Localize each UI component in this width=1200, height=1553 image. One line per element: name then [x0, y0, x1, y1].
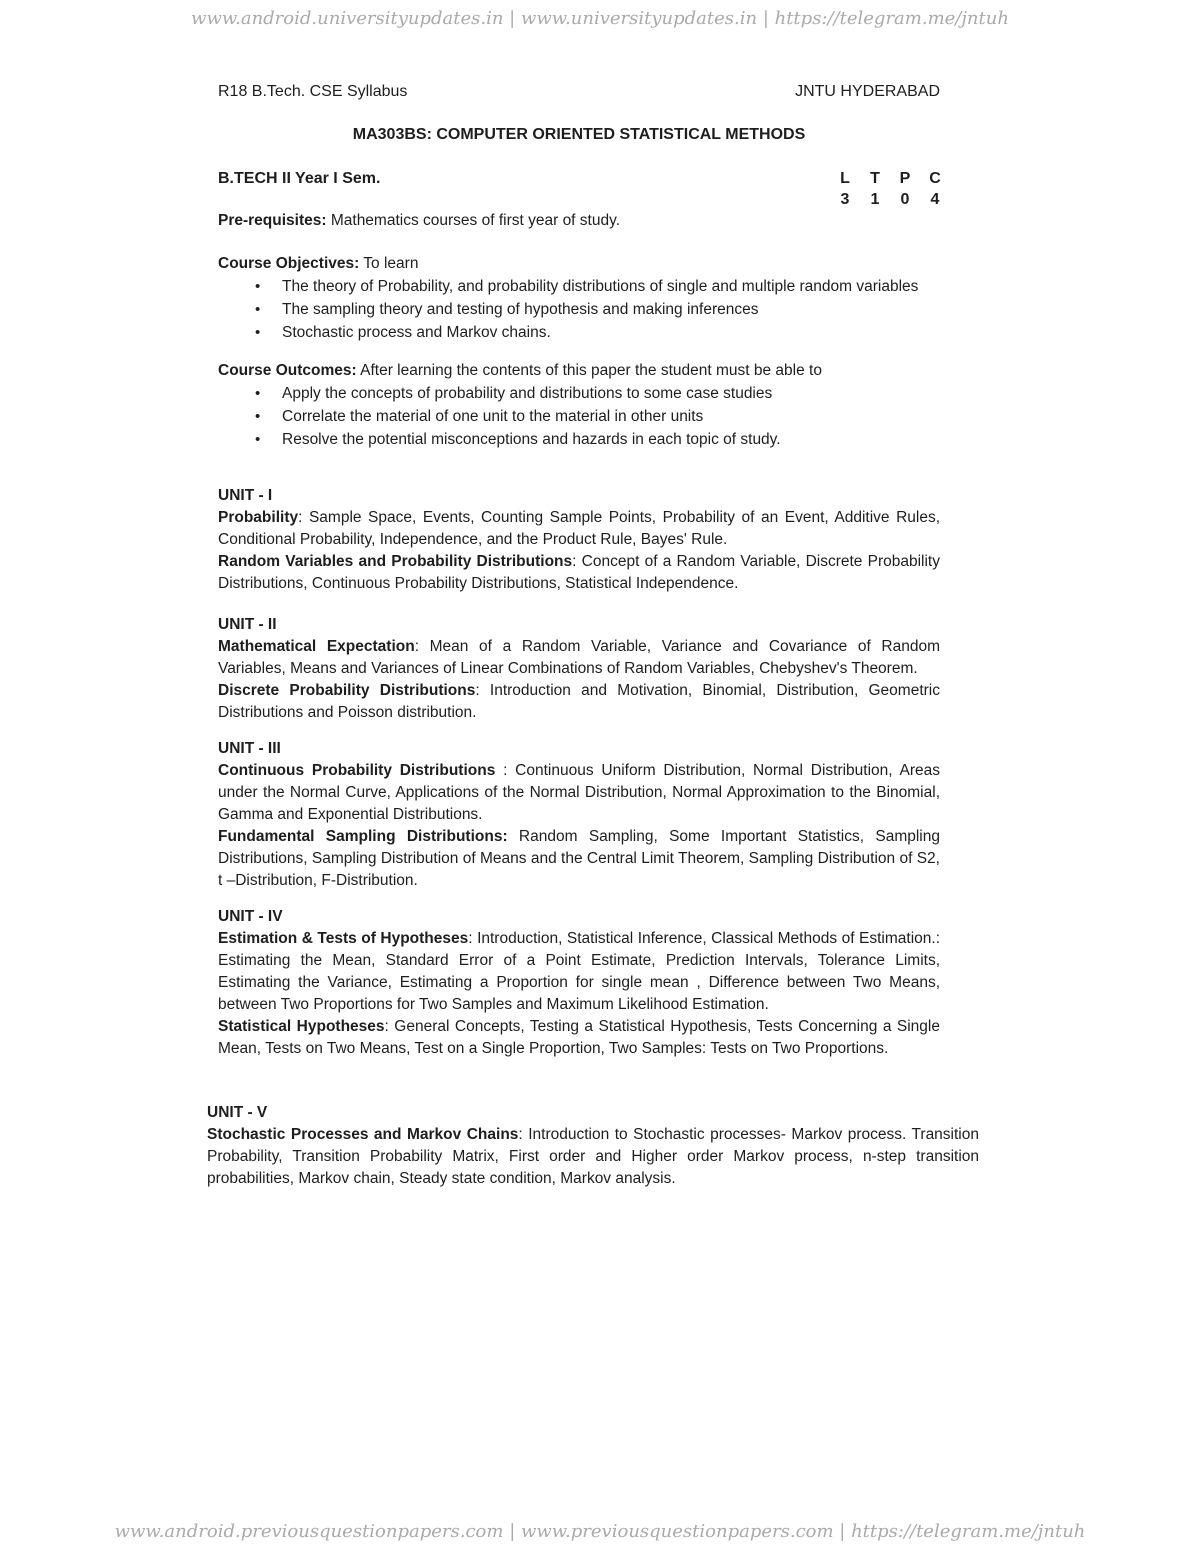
prerequisites-line [218, 212, 940, 230]
doc-header [218, 83, 940, 101]
bullet-icon: • [255, 431, 261, 448]
doc-header-right: JNTU HYDERABAD [795, 83, 940, 100]
course-title: MA303BS: COMPUTER ORIENTED STATISTICAL METHODS [352, 126, 806, 143]
header-watermark: www.android.universityupdates.in | www.universityupdates.in | https://telegram.me/jntuh [191, 8, 1009, 29]
list-item [218, 382, 940, 405]
unit-3-section [218, 738, 940, 892]
bullet-icon: • [255, 301, 261, 318]
unit-paragraph [218, 1016, 940, 1060]
unit-paragraph [218, 826, 940, 892]
outcome-text: Resolve the potential misconceptions and hazards in each topic of study. [282, 431, 781, 448]
course-outcomes-section [218, 359, 940, 451]
topic-lead: Mathematical Expectation [218, 638, 415, 655]
ltpc-header-p: P [899, 170, 911, 187]
unit-paragraph [207, 1124, 979, 1190]
ltpc-table [830, 170, 950, 212]
semester-label: B.TECH II Year I Sem. [218, 170, 381, 187]
list-item [218, 428, 940, 451]
unit-paragraph [218, 928, 940, 1016]
unit-2-section [218, 614, 940, 724]
unit-3-heading: UNIT - III [218, 740, 281, 757]
ltpc-value-p: 0 [900, 191, 910, 208]
unit-paragraph [218, 760, 940, 826]
course-objectives-label: Course Objectives: [218, 255, 360, 272]
ltpc-header-l: L [840, 170, 850, 187]
ltpc-value-t: 1 [870, 191, 880, 208]
list-item [218, 298, 940, 321]
objective-text: The theory of Probability, and probability distributions of single and multiple random variables [282, 278, 919, 295]
footer-watermark: www.android.previousquestionpapers.com | www.previousquestionpapers.com | https://telegram.me/jntuh [114, 1521, 1086, 1542]
list-item [218, 275, 940, 298]
unit-5-section [207, 1102, 979, 1190]
bullet-icon: • [255, 408, 261, 425]
course-objectives-heading [218, 252, 940, 275]
objective-text: The sampling theory and testing of hypothesis and making inferences [282, 301, 759, 318]
outcomes-list [218, 382, 940, 451]
unit-paragraph [218, 507, 940, 551]
ltpc-value-c: 4 [930, 191, 940, 208]
unit-paragraph [218, 680, 940, 724]
bullet-icon: • [255, 385, 261, 402]
bullet-icon: • [255, 278, 261, 295]
list-item [218, 405, 940, 428]
ltpc-header-c: C [929, 170, 941, 187]
doc-header-left: R18 B.Tech. CSE Syllabus [218, 83, 408, 100]
prerequisites-text: Mathematics courses of first year of study. [326, 212, 621, 229]
course-outcomes-label: Course Outcomes: [218, 362, 357, 379]
course-outcomes-heading [218, 359, 940, 382]
ltpc-header-t: T [870, 170, 880, 187]
topic-text: Random Sampling, Some Important Statistics, Sampling Distributions, Sampling Distribution of Means and the Central Limit Theorem, Sampling Distribution of S2, t –Distribution, F-Distribution. [218, 828, 940, 889]
topic-text: : Introduction to Stochastic processes- Markov process. Transition Probability, Transition Probability Matrix, First order and Higher order Markov process, n-step transition probabilities, Markov chain, Steady state condition, Markov analysis. [207, 1126, 979, 1187]
topic-text: : Concept of a Random Variable, Discrete Probability Distributions, Continuous Probability Distributions, Statistical Independence. [218, 553, 940, 592]
course-objectives-section [218, 252, 940, 344]
topic-text: : Sample Space, Events, Counting Sample Points, Probability of an Event, Additive Rules, Conditional Probability, Independence, and the Product Rule, Bayes' Rule. [218, 509, 940, 548]
unit-2-heading: UNIT - II [218, 616, 277, 633]
objectives-list [218, 275, 940, 344]
course-objectives-intro: To learn [359, 255, 419, 272]
topic-lead: Continuous Probability Distributions [218, 762, 496, 779]
topic-lead: Probability [218, 509, 299, 526]
outcome-text: Correlate the material of one unit to the material in other units [282, 408, 704, 425]
objective-text: Stochastic process and Markov chains. [282, 324, 551, 341]
topic-text: : Introduction, Statistical Inference, Classical Methods of Estimation.: Estimating the Mean, Standard Error of a Point Estimate, Prediction Intervals, Tolerance Limits, Estimating the Variance, Estimating a Proportion for single mean , Difference between Two Means, between Two Proportions for Two Samples and Maximum Likelihood Estimation. [218, 930, 940, 1013]
ltpc-value-l: 3 [840, 191, 850, 208]
prerequisites-label: Pre-requisites: [218, 212, 327, 229]
bullet-icon: • [255, 324, 261, 341]
course-outcomes-intro: After learning the contents of this paper the student must be able to [356, 362, 822, 379]
unit-4-heading: UNIT - IV [218, 908, 283, 925]
topic-text: : General Concepts, Testing a Statistical Hypothesis, Tests Concerning a Single Mean, Tests on Two Means, Test on a Single Proportion, Two Samples: Tests on Two Proportions. [218, 1018, 940, 1057]
topic-lead: Discrete Probability Distributions [218, 682, 476, 699]
topic-lead: Fundamental Sampling Distributions: [218, 828, 508, 845]
topic-lead: Statistical Hypotheses [218, 1018, 385, 1035]
unit-5-heading: UNIT - V [207, 1104, 268, 1121]
topic-lead: Random Variables and Probability Distributions [218, 553, 573, 570]
unit-paragraph [218, 636, 940, 680]
topic-lead: Stochastic Processes and Markov Chains [207, 1126, 519, 1143]
unit-1-section [218, 485, 940, 595]
topic-text: : Introduction and Motivation, Binomial, Distribution, Geometric Distributions and Poisson distribution. [218, 682, 940, 721]
unit-paragraph [218, 551, 940, 595]
topic-text: : Continuous Uniform Distribution, Normal Distribution, Areas under the Normal Curve, Applications of the Normal Distribution, Normal Approximation to the Binomial, Gamma and Exponential Distributions. [218, 762, 940, 823]
outcome-text: Apply the concepts of probability and distributions to some case studies [282, 385, 773, 402]
list-item [218, 321, 940, 344]
unit-1-heading: UNIT - I [218, 487, 273, 504]
topic-lead: Estimation & Tests of Hypotheses [218, 930, 469, 947]
unit-4-section [218, 906, 940, 1060]
topic-text: : Mean of a Random Variable, Variance and Covariance of Random Variables, Means and Variances of Linear Combinations of Random Variables, Chebyshev's Theorem. [218, 638, 940, 677]
